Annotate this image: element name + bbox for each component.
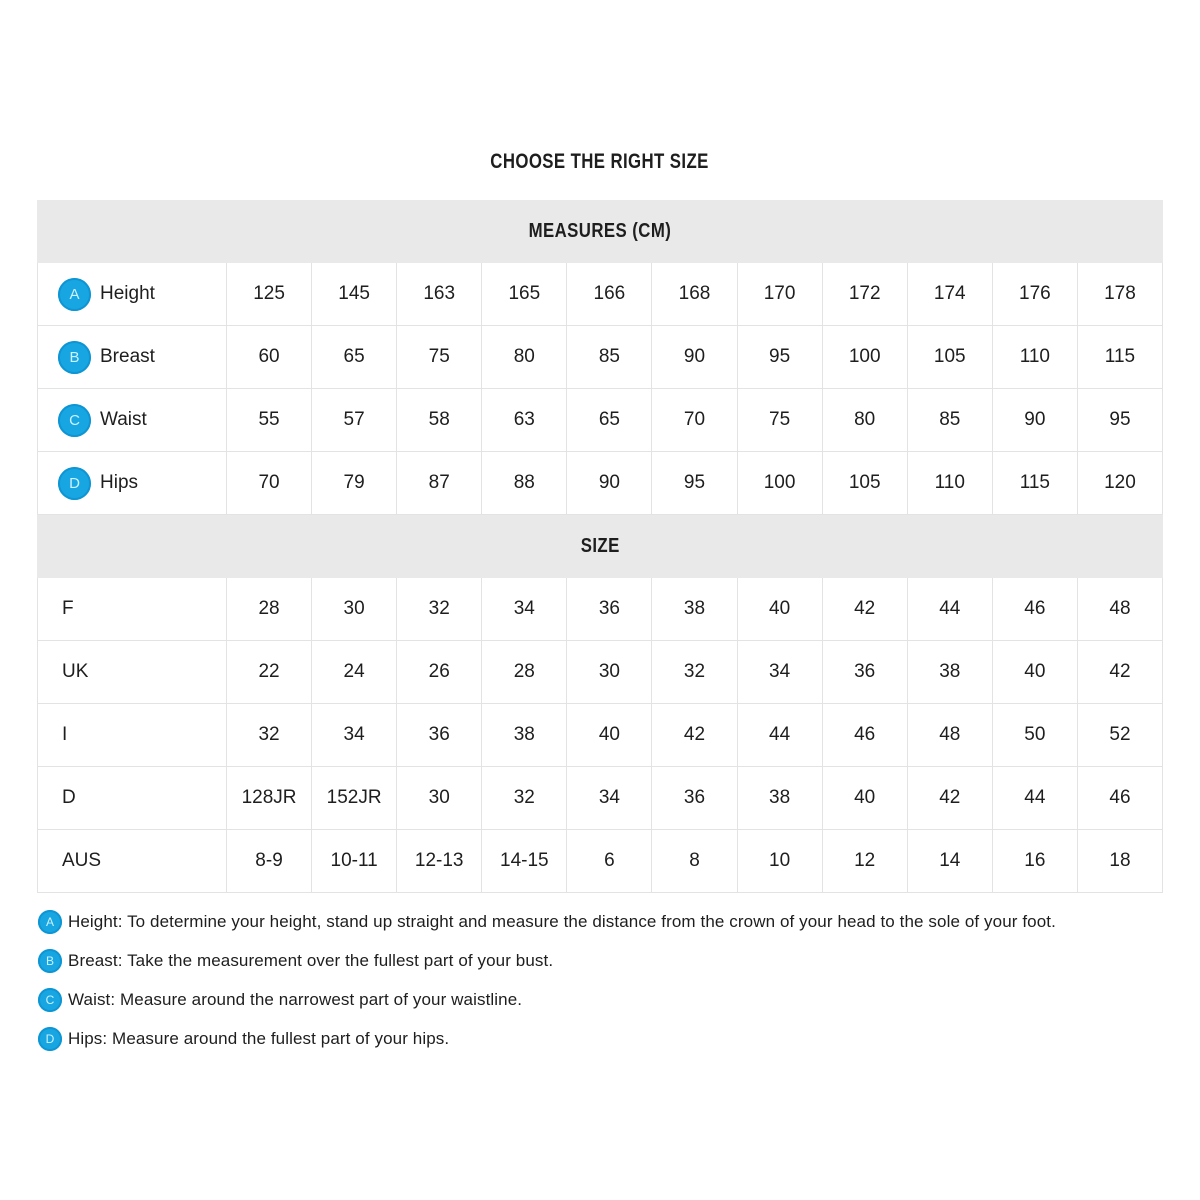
table-cell: 44	[993, 767, 1078, 830]
table-row	[37, 326, 1163, 389]
table-cell: 172	[823, 263, 908, 326]
table-cell: 85	[567, 326, 652, 389]
table-cell: 32	[482, 767, 567, 830]
row-label: F	[62, 598, 74, 619]
table-cell: 50	[993, 704, 1078, 767]
table-cell: 165	[482, 263, 567, 326]
table-cell: 65	[567, 389, 652, 452]
table-cell: 38	[908, 641, 993, 704]
table-cell: 80	[823, 389, 908, 452]
table-cell: 42	[652, 704, 737, 767]
page-title-text: CHOOSE THE RIGHT SIZE	[490, 150, 710, 173]
table-cell: 105	[908, 326, 993, 389]
row-label-cell	[37, 641, 227, 704]
table-cell: 30	[397, 767, 482, 830]
table-cell: 42	[1078, 641, 1163, 704]
table-cell: 70	[652, 389, 737, 452]
table-cell: 30	[312, 578, 397, 641]
note-height-text: Height: To determine your height, stand up straight and measure the distance from the crown of your head to the sole of your foot.	[68, 912, 1056, 931]
table-cell: 46	[993, 578, 1078, 641]
table-cell: 65	[312, 326, 397, 389]
table-cell: 100	[823, 326, 908, 389]
note-hips-text: Hips: Measure around the fullest part of your hips.	[68, 1029, 450, 1048]
table-cell: 40	[993, 641, 1078, 704]
table-cell: 30	[567, 641, 652, 704]
table-cell: 168	[652, 263, 737, 326]
row-label-cell	[37, 830, 227, 893]
table-cell: 18	[1078, 830, 1163, 893]
table-row	[37, 263, 1163, 326]
table-cell: 125	[227, 263, 312, 326]
table-cell: 110	[993, 326, 1078, 389]
row-label-cell	[37, 263, 227, 326]
measures-section-header	[37, 200, 1163, 263]
row-label-cell	[37, 389, 227, 452]
table-cell: 57	[312, 389, 397, 452]
table-cell: 10	[738, 830, 823, 893]
table-cell: 48	[908, 704, 993, 767]
table-cell: 44	[908, 578, 993, 641]
table-row	[37, 389, 1163, 452]
table-cell: 145	[312, 263, 397, 326]
table-cell: 22	[227, 641, 312, 704]
table-cell: 63	[482, 389, 567, 452]
table-cell: 44	[738, 704, 823, 767]
table-cell: 40	[567, 704, 652, 767]
table-cell: 36	[397, 704, 482, 767]
row-label-cell	[37, 767, 227, 830]
table-cell: 32	[652, 641, 737, 704]
table-cell: 90	[652, 326, 737, 389]
row-label: Waist	[100, 409, 147, 430]
table-cell: 34	[567, 767, 652, 830]
table-cell: 95	[652, 452, 737, 515]
row-label: Breast	[100, 346, 155, 367]
table-cell: 14	[908, 830, 993, 893]
table-cell: 87	[397, 452, 482, 515]
table-cell: 115	[993, 452, 1078, 515]
table-cell: 8	[652, 830, 737, 893]
table-cell: 79	[312, 452, 397, 515]
note-breast	[38, 949, 1163, 973]
table-cell: 28	[482, 641, 567, 704]
row-label-cell	[37, 578, 227, 641]
table-row	[37, 578, 1163, 641]
table-cell: 52	[1078, 704, 1163, 767]
note-waist	[38, 988, 1163, 1012]
page-title	[0, 150, 1200, 172]
table-cell: 38	[738, 767, 823, 830]
row-label: Hips	[100, 472, 139, 493]
table-row	[37, 641, 1163, 704]
table-cell: 110	[908, 452, 993, 515]
table-cell: 6	[567, 830, 652, 893]
table-cell: 90	[993, 389, 1078, 452]
table-cell: 90	[567, 452, 652, 515]
table-cell: 34	[312, 704, 397, 767]
table-cell: 12-13	[397, 830, 482, 893]
page	[0, 150, 1200, 1200]
table-cell: 58	[397, 389, 482, 452]
table-cell: 115	[1078, 326, 1163, 389]
table-cell: 8-9	[227, 830, 312, 893]
table-cell: 75	[738, 389, 823, 452]
table-cell: 70	[227, 452, 312, 515]
table-cell: 170	[738, 263, 823, 326]
table-cell: 16	[993, 830, 1078, 893]
table-cell: 36	[567, 578, 652, 641]
table-cell: 95	[738, 326, 823, 389]
badge-c-icon: C	[58, 404, 91, 437]
table-cell: 80	[482, 326, 567, 389]
row-label: Height	[100, 283, 155, 304]
measures-body	[37, 263, 1163, 515]
table-cell: 48	[1078, 578, 1163, 641]
table-row	[37, 767, 1163, 830]
table-cell: 12	[823, 830, 908, 893]
table-cell: 10-11	[312, 830, 397, 893]
table-cell: 60	[227, 326, 312, 389]
badge-c-icon: C	[38, 988, 62, 1012]
table-cell: 28	[227, 578, 312, 641]
row-label: UK	[62, 661, 89, 682]
table-cell: 34	[482, 578, 567, 641]
table-cell: 34	[738, 641, 823, 704]
size-section-title: SIZE	[580, 535, 620, 557]
table-cell: 32	[397, 578, 482, 641]
table-cell: 174	[908, 263, 993, 326]
table-cell: 36	[652, 767, 737, 830]
table-cell: 55	[227, 389, 312, 452]
table-cell: 176	[993, 263, 1078, 326]
measures-section-title: MEASURES (CM)	[528, 220, 672, 242]
table-cell: 38	[652, 578, 737, 641]
table-cell: 163	[397, 263, 482, 326]
note-hips	[38, 1027, 1163, 1051]
table-cell: 46	[1078, 767, 1163, 830]
row-label-cell	[37, 704, 227, 767]
measurement-notes	[38, 910, 1163, 1051]
table-cell: 75	[397, 326, 482, 389]
table-cell: 166	[567, 263, 652, 326]
note-height	[38, 910, 1163, 934]
table-cell: 105	[823, 452, 908, 515]
badge-d-icon: D	[58, 467, 91, 500]
table-cell: 42	[823, 578, 908, 641]
badge-d-icon: D	[38, 1027, 62, 1051]
table-cell: 24	[312, 641, 397, 704]
table-cell: 26	[397, 641, 482, 704]
note-breast-text: Breast: Take the measurement over the fullest part of your bust.	[68, 951, 554, 970]
table-row	[37, 704, 1163, 767]
row-label: I	[62, 724, 68, 745]
size-section-header	[37, 515, 1163, 578]
table-cell: 120	[1078, 452, 1163, 515]
table-cell: 32	[227, 704, 312, 767]
row-label-cell	[37, 326, 227, 389]
table-cell: 36	[823, 641, 908, 704]
table-cell: 40	[823, 767, 908, 830]
table-cell: 100	[738, 452, 823, 515]
table-row	[37, 830, 1163, 893]
badge-a-icon: A	[38, 910, 62, 934]
table-cell: 46	[823, 704, 908, 767]
table-cell: 88	[482, 452, 567, 515]
table-cell: 85	[908, 389, 993, 452]
table-cell: 40	[738, 578, 823, 641]
size-chart-table	[37, 200, 1163, 893]
badge-b-icon: B	[38, 949, 62, 973]
row-label: D	[62, 787, 76, 808]
table-cell: 152JR	[312, 767, 397, 830]
row-label-cell	[37, 452, 227, 515]
badge-a-icon: A	[58, 278, 91, 311]
table-cell: 38	[482, 704, 567, 767]
table-row	[37, 452, 1163, 515]
table-cell: 95	[1078, 389, 1163, 452]
row-label: AUS	[62, 850, 102, 871]
table-cell: 128JR	[227, 767, 312, 830]
sizes-body	[37, 578, 1163, 893]
badge-b-icon: B	[58, 341, 91, 374]
note-waist-text: Waist: Measure around the narrowest part of your waistline.	[68, 990, 523, 1009]
table-cell: 42	[908, 767, 993, 830]
table-cell: 178	[1078, 263, 1163, 326]
table-cell: 14-15	[482, 830, 567, 893]
